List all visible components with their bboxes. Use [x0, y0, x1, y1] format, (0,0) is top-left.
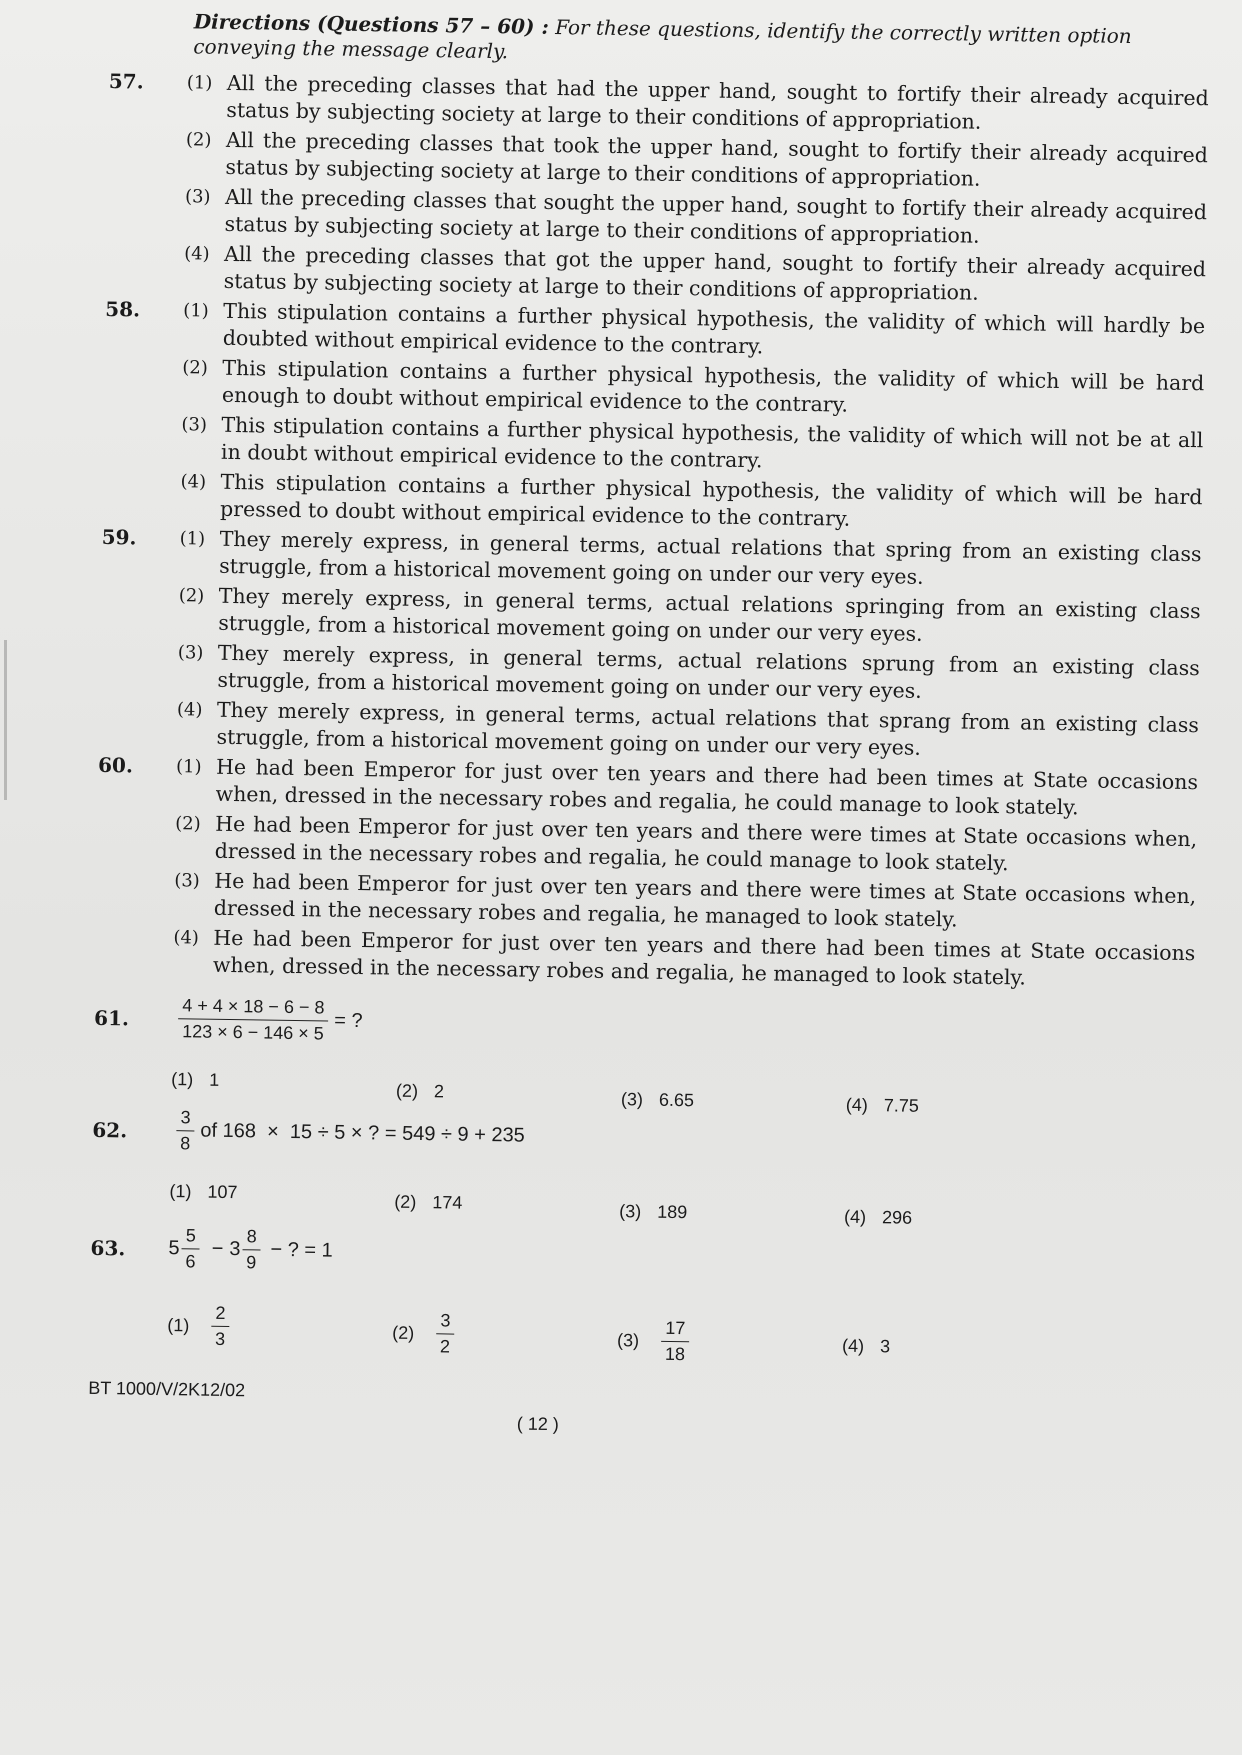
option-value: 296: [881, 1207, 913, 1228]
answer-choice: [396, 1074, 622, 1113]
option-text: All the preceding classes that took the upper hand, sought to fortify their already acquired status by subjecting society at large to their conditions of appropriation.: [225, 127, 1209, 191]
option-number: (2): [182, 357, 209, 379]
option-number: (4): [183, 243, 210, 265]
option-text: He had been Emperor for just over ten years and there had been times at State occasions when, dressed in the necessary robes and regalia, he could manage to look stately.: [215, 754, 1199, 820]
option-text: They merely express, in general terms, actual relations springing from an existing class struggle, from a historical movement going on under our very eyes.: [218, 583, 1201, 646]
option-number: (4): [841, 1335, 865, 1357]
question-63: [90, 1224, 1191, 1288]
answer-choice: [392, 1306, 618, 1365]
fraction: [242, 1226, 261, 1273]
option-number: (1): [169, 1181, 192, 1202]
answer-choice: [171, 1054, 397, 1109]
expression-tail: − ? = 1: [270, 1238, 333, 1262]
denominator: 3: [214, 1328, 226, 1349]
option-value: 3: [879, 1336, 891, 1357]
option-text: All the preceding classes that had the upper hand, sought to fortify their already acquired status by subjecting society at large to their conditions of appropriation.: [226, 70, 1209, 134]
option-value: 189: [657, 1201, 688, 1223]
option-text: He had been Emperor for just over ten years and there had been times at State occasions when, dressed in the necessary robes and regalia, he managed to look stately.: [212, 925, 1196, 990]
question-61: [94, 994, 1195, 1058]
option-value: 1: [209, 1069, 220, 1090]
answer-choice: [394, 1184, 620, 1225]
option-number: (1): [179, 528, 206, 550]
option-number: (3): [174, 870, 200, 892]
answer-choices-63: [167, 1294, 1190, 1373]
answer-choice: [167, 1294, 393, 1361]
question-60: [95, 752, 1198, 997]
option-text: This stipulation contains a further physical hypothesis, the validity of which will hardly be doubted without empirical evidence to the contrary.: [222, 298, 1206, 359]
option-number: (2): [395, 1080, 419, 1101]
option-number: (1): [186, 72, 213, 94]
option-text: He had been Emperor for just over ten years and there were times at State occasions when, dressed in the necessary robes and regalia, he managed to look stately.: [213, 868, 1197, 932]
question-number: 59.: [101, 524, 137, 550]
fraction: [176, 1107, 195, 1154]
numerator: 3: [436, 1310, 454, 1334]
answer-choice: [846, 1095, 1071, 1120]
option-text: This stipulation contains a further physical hypothesis, the validity of which will be hard enough to doubt without empirical evidence to the contrary.: [221, 355, 1205, 417]
option-text: All the preceding classes that sought the upper hand, sought to fortify their already acquired status by subjecting society at large to their conditions of appropriation.: [224, 184, 1208, 248]
option-text: They merely express, in general terms, actual relations sprung from an existing class struggle, from a historical movement going on under our very eyes.: [217, 640, 1200, 703]
question-number: 61.: [93, 1005, 130, 1030]
numerator: 4 + 4 × 18 − 6 − 8: [178, 995, 328, 1021]
directions: [193, 9, 1224, 75]
mixed-whole: 5: [168, 1237, 180, 1260]
denominator: 123 × 6 − 146 × 5: [182, 1021, 324, 1044]
directions-label: Directions (Questions 57 – 60) :: [193, 9, 550, 39]
option-number: (2): [185, 129, 212, 151]
directions-text: For these questions, identify the correctly written option conveying the message clearly.: [193, 14, 1132, 64]
answer-choice: [169, 1166, 395, 1221]
option-number: (4): [180, 471, 207, 493]
option-number: (4): [843, 1206, 867, 1228]
option-number: (4): [845, 1094, 869, 1116]
option-value: 174: [432, 1192, 463, 1213]
option-text: He had been Emperor for just over ten years and there were times at State occasions when, dressed in the necessary robes and regalia, he could manage to look stately.: [214, 811, 1198, 876]
option-number: (3): [184, 186, 211, 208]
option-number: (4): [176, 699, 203, 721]
page-content: [88, 8, 1210, 1445]
option-number: (3): [620, 1089, 644, 1110]
question-number: 63.: [90, 1235, 126, 1260]
option-number: (1): [171, 1069, 194, 1090]
question-number: 57.: [108, 68, 144, 94]
denominator: 2: [439, 1336, 451, 1357]
question-57: [105, 68, 1208, 313]
page-number: ( 12 ): [516, 1413, 559, 1435]
numerator: 5: [182, 1225, 200, 1249]
answer-choice: [619, 1199, 844, 1228]
option-text: They merely express, in general terms, actual relations that sprang from an existing class struggle, from a historical movement going on under our very eyes.: [216, 697, 1200, 760]
question-number: 58.: [105, 296, 141, 322]
fraction-expression: [178, 995, 329, 1044]
option-number: (1): [175, 756, 202, 778]
question-59: [98, 524, 1201, 769]
question-number: 62.: [92, 1117, 128, 1142]
option-number: (1): [167, 1315, 190, 1336]
mixed-whole: 3: [229, 1238, 241, 1261]
expression: of 168 × 15 ÷ 5 × ? = 549 ÷ 9 + 235: [200, 1119, 525, 1147]
option-number: (3): [181, 414, 208, 436]
answer-choice: [617, 1317, 843, 1368]
option-number: (3): [619, 1201, 642, 1222]
numerator: 8: [242, 1226, 260, 1250]
answer-choice: [844, 1207, 1069, 1232]
option-value: 6.65: [658, 1089, 695, 1111]
option-number: (3): [177, 642, 204, 664]
equals-question: = ?: [334, 1009, 363, 1033]
numerator: 3: [176, 1107, 194, 1131]
option-text: This stipulation contains a further physical hypothesis, the validity of which will not be at all in doubt without empirical evidence to the contrary.: [220, 412, 1204, 473]
option-text: This stipulation contains a further physical hypothesis, the validity of which will be hard pressed to doubt without empirical evidence to the contrary.: [219, 469, 1203, 531]
denominator: 9: [246, 1252, 257, 1273]
fraction: [181, 1225, 200, 1272]
option-number: (1): [183, 300, 209, 322]
option-number: (2): [178, 585, 205, 607]
question-58: [102, 296, 1205, 541]
option-value: 7.75: [883, 1095, 920, 1116]
scan-artifact: [4, 640, 7, 800]
answer-choice: [842, 1325, 1068, 1372]
operator: −: [211, 1237, 224, 1260]
option-number: (4): [173, 927, 200, 949]
option-number: (3): [616, 1330, 640, 1351]
answer-choices-62: [169, 1166, 1192, 1233]
paper-code: BT 1000/V/2K12/02: [88, 1377, 246, 1401]
option-number: (2): [175, 813, 201, 835]
answer-choice: [621, 1087, 846, 1116]
option-value: 107: [207, 1181, 238, 1203]
numerator: 2: [211, 1303, 229, 1327]
option-value: 2: [433, 1081, 445, 1102]
numerator: 17: [661, 1318, 689, 1342]
denominator: 6: [185, 1251, 196, 1272]
option-text: All the preceding classes that got the upper hand, sought to fortify their already acquired status by subjecting society at large to their conditions of appropriation.: [223, 241, 1207, 305]
option-number: (2): [394, 1191, 417, 1212]
option-number: (2): [392, 1322, 415, 1343]
option-text: They merely express, in general terms, actual relations that spring from an existing class struggle, from a historical movement going on under our very eyes.: [219, 526, 1202, 589]
denominator: 18: [664, 1343, 686, 1365]
denominator: 8: [180, 1133, 191, 1154]
question-number: 60.: [97, 752, 134, 778]
